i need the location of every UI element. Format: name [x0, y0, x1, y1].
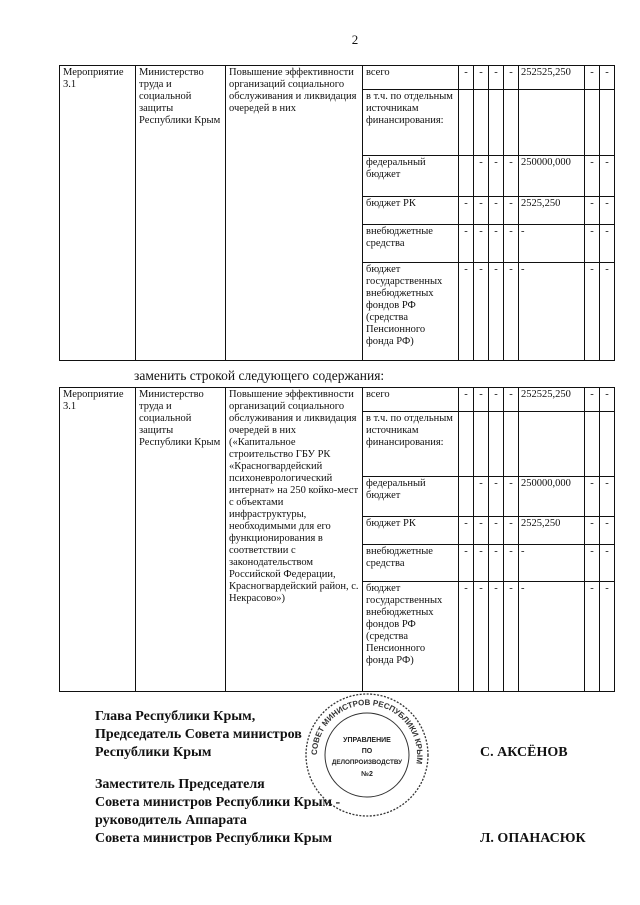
executor-cell: Министерство труда и социальной защиты Республики Крым	[136, 66, 226, 361]
table-body	[60, 66, 615, 361]
amount-cell: -	[519, 582, 585, 692]
year-cell: -	[585, 477, 600, 517]
year-cell: -	[600, 517, 615, 545]
stamp-center-line: ДЕЛОПРОИЗВОДСТВУ	[331, 759, 403, 766]
year-cell: -	[489, 545, 504, 582]
stamp-center-line: УПРАВЛЕНИЕ	[343, 737, 391, 744]
measure-cell: Мероприятие 3.1	[60, 66, 136, 361]
source-cell: бюджет государственных внебюджетных фондов РФ (средства Пенсионного фонда РФ)	[363, 263, 459, 361]
signer1-title-line: Республики Крым	[95, 745, 212, 760]
signer1-title	[95, 708, 302, 762]
source-cell: федеральный бюджет	[363, 156, 459, 197]
year-cell: -	[585, 582, 600, 692]
stamp-inner-ring	[325, 713, 409, 797]
year-cell	[489, 412, 504, 477]
source-cell: бюджет государственных внебюджетных фондов РФ (средства Пенсионного фонда РФ)	[363, 582, 459, 692]
year-cell	[459, 156, 474, 197]
year-cell	[474, 90, 489, 156]
year-cell: -	[489, 388, 504, 412]
year-cell	[585, 412, 600, 477]
year-cell: -	[459, 263, 474, 361]
year-cell: -	[585, 225, 600, 263]
year-cell: -	[504, 517, 519, 545]
amount-cell: 252525,250	[519, 66, 585, 90]
year-cell: -	[600, 156, 615, 197]
amount-cell: -	[519, 263, 585, 361]
source-cell: бюджет РК	[363, 197, 459, 225]
year-cell: -	[585, 263, 600, 361]
year-cell: -	[504, 477, 519, 517]
year-cell	[504, 90, 519, 156]
year-cell: -	[489, 517, 504, 545]
year-cell: -	[474, 263, 489, 361]
year-cell	[489, 90, 504, 156]
description-cell: Повышение эффективности организаций социального обслуживания и ликвидация очередей в них («Капитальное строительство ГБУ РК «Красногвардейский психоневрологический интернат» на 250 койко-мест с объектами инфраструктуры, необходимыми для его функционирования в соответствии с законодательством Российской Федерации, Красногвардейский район, с. Некрасово»)	[226, 388, 363, 692]
year-cell: -	[585, 156, 600, 197]
year-cell	[600, 90, 615, 156]
year-cell: -	[474, 582, 489, 692]
original-row-table	[59, 65, 615, 361]
year-cell: -	[489, 582, 504, 692]
table-body	[60, 388, 615, 692]
year-cell: -	[474, 197, 489, 225]
year-cell: -	[489, 263, 504, 361]
year-cell: -	[585, 388, 600, 412]
signer1-name: С. АКСЁНОВ	[480, 745, 568, 760]
stamp-center-line: ПО	[361, 748, 373, 755]
year-cell: -	[585, 66, 600, 90]
year-cell: -	[585, 197, 600, 225]
year-cell: -	[459, 517, 474, 545]
amount-cell: 2525,250	[519, 197, 585, 225]
stamp-outer-ring	[306, 694, 428, 816]
year-cell: -	[504, 388, 519, 412]
source-cell: в т.ч. по отдельным источникам финансирования:	[363, 90, 459, 156]
source-cell: всего	[363, 388, 459, 412]
source-cell: в т.ч. по отдельным источникам финансирования:	[363, 412, 459, 477]
year-cell: -	[504, 156, 519, 197]
table-row	[60, 66, 615, 90]
signer2-name: Л. ОПАНАСЮК	[480, 831, 586, 846]
year-cell	[459, 412, 474, 477]
source-cell: всего	[363, 66, 459, 90]
year-cell: -	[600, 197, 615, 225]
amount-cell: 250000,000	[519, 156, 585, 197]
signer2-title-line: Совета министров Республики Крым -	[95, 795, 341, 810]
year-cell	[459, 90, 474, 156]
year-cell	[459, 477, 474, 517]
year-cell: -	[474, 156, 489, 197]
year-cell: -	[600, 477, 615, 517]
year-cell: -	[585, 545, 600, 582]
year-cell: -	[600, 582, 615, 692]
measure-cell: Мероприятие 3.1	[60, 388, 136, 692]
year-cell: -	[504, 197, 519, 225]
year-cell	[600, 412, 615, 477]
table-row	[60, 388, 615, 412]
source-cell: внебюджетные средства	[363, 225, 459, 263]
year-cell: -	[474, 477, 489, 517]
replace-instruction: заменить строкой следующего содержания:	[134, 368, 385, 383]
year-cell: -	[474, 66, 489, 90]
year-cell: -	[504, 225, 519, 263]
office-stamp	[302, 690, 432, 820]
year-cell: -	[504, 66, 519, 90]
year-cell: -	[474, 388, 489, 412]
year-cell	[585, 90, 600, 156]
signer2-title-line: руководитель Аппарата	[95, 813, 247, 828]
year-cell: -	[459, 225, 474, 263]
stamp-ring-text: СОВЕТ МИНИСТРОВ РЕСПУБЛИКИ КРЫМ	[309, 697, 425, 765]
year-cell: -	[474, 517, 489, 545]
year-cell: -	[600, 545, 615, 582]
amount-cell: -	[519, 545, 585, 582]
stamp-center-line: №2	[361, 771, 373, 778]
year-cell	[504, 412, 519, 477]
source-cell: федеральный бюджет	[363, 477, 459, 517]
amount-cell: 252525,250	[519, 388, 585, 412]
year-cell: -	[459, 388, 474, 412]
source-cell: внебюджетные средства	[363, 545, 459, 582]
year-cell: -	[474, 545, 489, 582]
signer2-title-line: Совета министров Республики Крым	[95, 831, 333, 846]
year-cell: -	[600, 263, 615, 361]
year-cell: -	[504, 263, 519, 361]
year-cell: -	[489, 156, 504, 197]
year-cell: -	[474, 225, 489, 263]
year-cell: -	[459, 582, 474, 692]
replacement-row-table	[59, 387, 615, 692]
amount-cell	[519, 412, 585, 477]
year-cell	[474, 412, 489, 477]
year-cell: -	[489, 197, 504, 225]
year-cell: -	[489, 66, 504, 90]
signer1-title-line: Глава Республики Крым,	[95, 709, 256, 724]
year-cell: -	[489, 225, 504, 263]
year-cell: -	[600, 225, 615, 263]
description-cell: Повышение эффективности организаций социального обслуживания и ликвидация очередей в них	[226, 66, 363, 361]
year-cell: -	[489, 477, 504, 517]
year-cell: -	[585, 517, 600, 545]
year-cell: -	[459, 197, 474, 225]
year-cell: -	[600, 388, 615, 412]
signer1-title-line: Председатель Совета министров	[95, 727, 302, 742]
amount-cell	[519, 90, 585, 156]
signer2-title-line: Заместитель Председателя	[95, 777, 265, 792]
year-cell: -	[459, 545, 474, 582]
amount-cell: -	[519, 225, 585, 263]
page-number: 2	[351, 32, 359, 47]
executor-cell: Министерство труда и социальной защиты Республики Крым	[136, 388, 226, 692]
year-cell: -	[600, 66, 615, 90]
year-cell: -	[504, 545, 519, 582]
amount-cell: 2525,250	[519, 517, 585, 545]
year-cell: -	[504, 582, 519, 692]
source-cell: бюджет РК	[363, 517, 459, 545]
amount-cell: 250000,000	[519, 477, 585, 517]
year-cell: -	[459, 66, 474, 90]
